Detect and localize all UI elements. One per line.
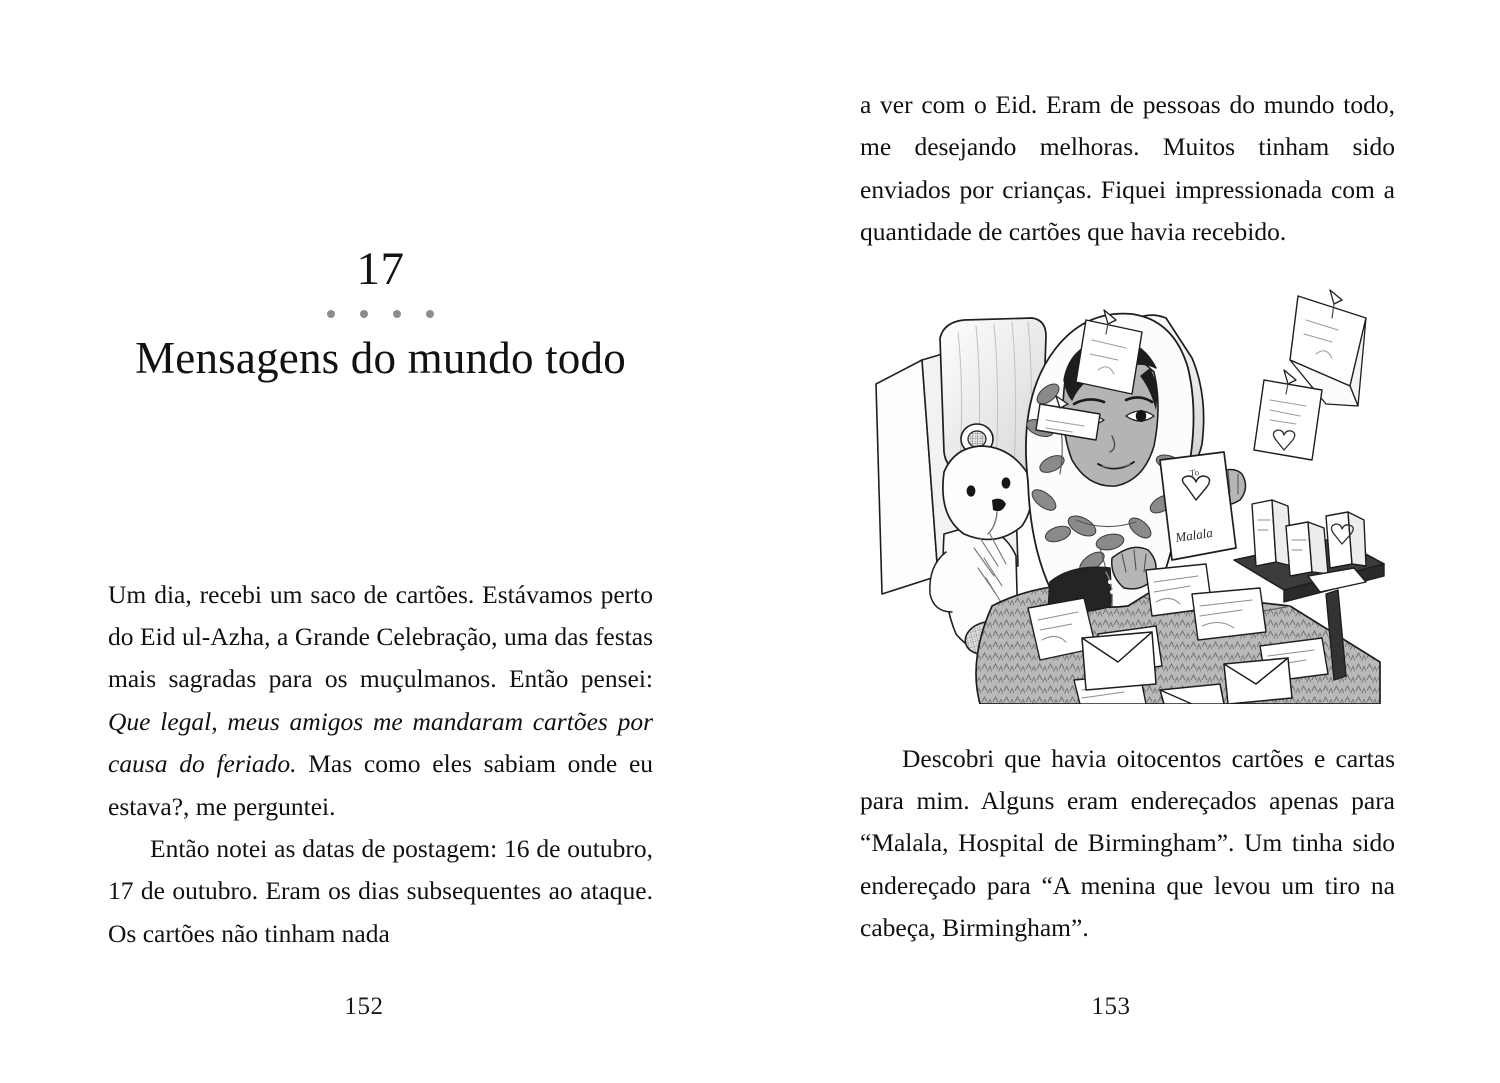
- text-run: Descobri que havia oitocentos cartões e cartas para mim. Alguns eram endereçados apenas para “Malala, Hospital de Birmingham”. Um tinha sido endereçado para “A menina que levou um tiro na cabeça, Birmingham”.: [860, 743, 1395, 943]
- right-page-body-bottom: [860, 738, 1395, 950]
- right-page-body-top: [860, 0, 1395, 254]
- chapter-illustration: [860, 276, 1400, 704]
- card-greeting-text: To: [1189, 466, 1200, 478]
- ornament-dot-icon: [426, 310, 434, 318]
- text-run: Um dia, recebi um saco de cartões. Estávamos perto do Eid ul-Azha, a Grande Celebração, uma das festas mais sagradas para os muçulmanos. Então pensei:: [108, 579, 653, 694]
- left-page-body: [108, 574, 653, 956]
- text-run: a ver com o Eid. Eram de pessoas do mundo todo, me desejando melhoras. Muitos tinham sido enviados por crianças. Fiquei impressionada com a quantidade de cartões que havia recebido.: [860, 90, 1395, 247]
- body-paragraph: [860, 84, 1395, 254]
- body-paragraph: [108, 574, 653, 828]
- ornament-dot-icon: [360, 310, 368, 318]
- right-page: [750, 0, 1500, 1083]
- ornament-dots: [327, 310, 435, 318]
- page-number: 153: [1091, 993, 1131, 1020]
- italic-run: Que legal, meus amigos me mandaram cartões por causa do feriado.: [108, 706, 653, 779]
- body-paragraph: [860, 738, 1395, 950]
- chapter-opener: [108, 0, 653, 384]
- text-run: Então notei as datas de postagem: 16 de outubro, 17 de outubro. Eram os dias subsequentes ao ataque. Os cartões não tinham nada: [108, 833, 653, 948]
- ornament-dot-icon: [393, 310, 401, 318]
- chapter-number: 17: [356, 243, 405, 295]
- text-run: Mas como eles sabiam onde eu estava?, me perguntei.: [108, 749, 654, 821]
- page-number: 152: [344, 993, 384, 1020]
- illustration-artwork: [860, 276, 1400, 704]
- card-name-text: Malala: [1174, 524, 1214, 545]
- chapter-title: Mensagens do mundo todo: [135, 333, 626, 383]
- ornament-dot-icon: [327, 310, 335, 318]
- body-paragraph: [108, 828, 653, 955]
